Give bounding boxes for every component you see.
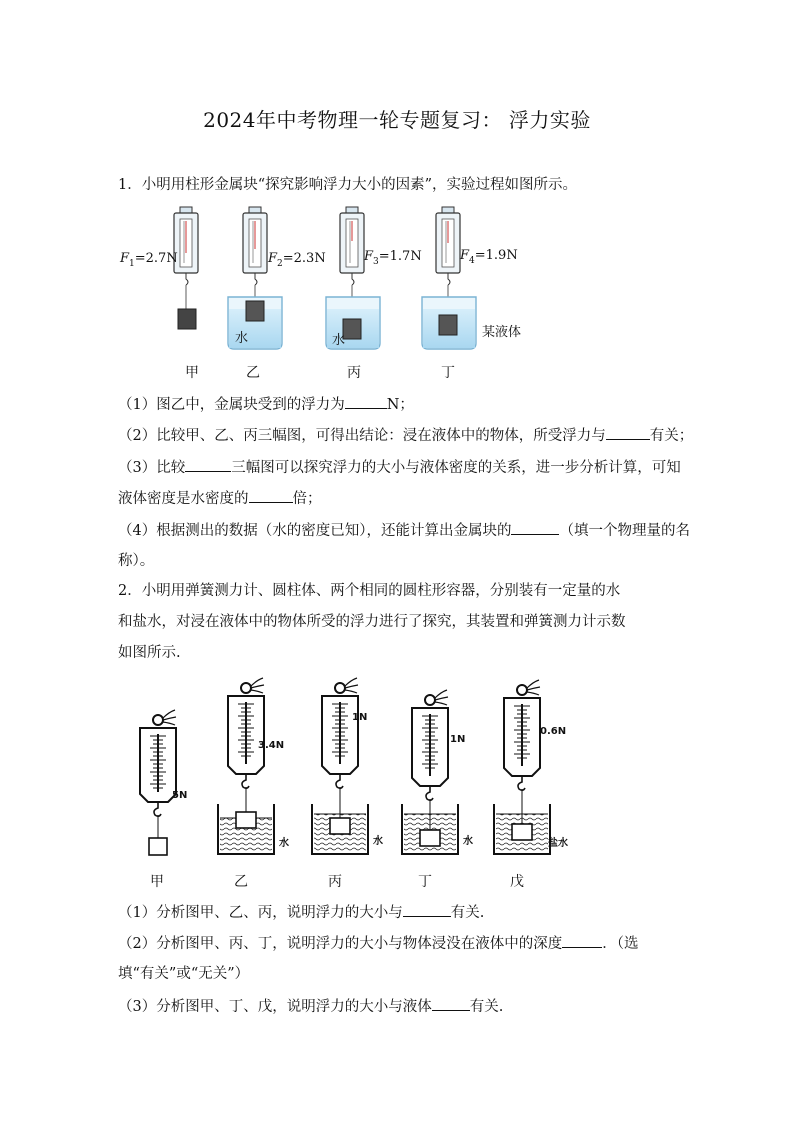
caption2-bing: 丙 [328, 874, 342, 890]
meter2-wu [494, 680, 550, 854]
caption-ding: 丁 [441, 365, 455, 381]
meter2-yi [218, 678, 274, 854]
liquid2-label-4: 盐水 [548, 838, 568, 849]
q2-part1: （1）分析图甲、乙、丙，说明浮力的大小与 有关. [118, 902, 688, 923]
q2-part2b: 填“有关”或“无关”） [118, 966, 250, 982]
meter-bing [326, 207, 380, 349]
q2-part3: （3）分析图甲、丁、戊，说明浮力的大小与液体 有关. [118, 996, 688, 1017]
liquid2-label-3: 水 [463, 836, 473, 847]
force-label-2: $F_2=2.3N$ [268, 251, 326, 269]
meter2-bing [312, 678, 368, 854]
reading-bing: 1N [352, 712, 368, 723]
liquid-label-2: 水 [332, 333, 346, 348]
q1-part4b: 称）。 [118, 553, 155, 569]
q2-figure [128, 676, 588, 896]
answer-blank[interactable] [432, 996, 470, 1011]
force-label-3: $F_3=1.7N$ [364, 249, 422, 267]
caption2-wu: 戊 [510, 874, 524, 890]
q2-stem-1: 2．小明用弹簧测力计、圆柱体、两个相同的圆柱形容器，分别装有一定量的水 [118, 583, 621, 599]
reading-wu: 0.6N [540, 726, 567, 737]
page-title: 2024年中考物理一轮专题复习： 浮力实验 [203, 108, 591, 132]
caption2-yi: 乙 [234, 874, 248, 890]
caption-yi: 乙 [246, 365, 260, 381]
caption2-jia: 甲 [150, 874, 164, 890]
liquid2-label-2: 水 [373, 836, 383, 847]
liquid-label-1: 水 [235, 331, 249, 346]
q1-part4a: （4）根据测出的数据（水的密度已知），还能计算出金属块的 （填一个物理量的名 [118, 520, 688, 541]
liquid-label-3: 某液体 [482, 325, 522, 340]
meter2-ding [402, 690, 458, 854]
q2-stem-2: 和盐水，对浸在液体中的物体所受的浮力进行了探究，其装置和弹簧测力计示数 [118, 614, 626, 630]
answer-blank[interactable] [249, 488, 293, 503]
reading-ding: 1N [450, 734, 466, 745]
answer-blank[interactable] [606, 425, 650, 440]
answer-blank[interactable] [345, 394, 387, 409]
meter-yi [228, 207, 282, 349]
answer-blank[interactable] [562, 933, 602, 948]
q1-figure [110, 205, 590, 385]
answer-blank[interactable] [511, 520, 559, 535]
caption-jia: 甲 [185, 365, 199, 381]
force-label-1: $F_1=2.7N$ [120, 251, 178, 269]
reading-jia: 5N [172, 790, 188, 801]
q1-stem: 1．小明用柱形金属块“探究影响浮力大小的因素”，实验过程如图所示。 [118, 177, 578, 193]
q2-part2a: （2）分析图甲、丙、丁，说明浮力的大小与物体浸没在液体中的深度 ．（选 [118, 933, 688, 954]
meter-jia [174, 207, 198, 329]
q1-part3b: 液体密度是水密度的 倍； [118, 488, 688, 509]
meter-ding [422, 207, 476, 349]
q1-part2: （2）比较甲、乙、丙三幅图，可得出结论：浸在液体中的物体，所受浮力与 有关； [118, 425, 688, 446]
caption2-ding: 丁 [418, 874, 432, 890]
reading-yi: 3.4N [258, 740, 285, 751]
q2-stem-3: 如图所示. [118, 645, 181, 661]
answer-blank[interactable] [403, 902, 451, 917]
force-label-4: $F_4=1.9N$ [460, 248, 518, 266]
liquid2-label-1: 水 [279, 838, 289, 849]
meter2-jia [140, 710, 176, 855]
answer-blank[interactable] [185, 457, 231, 472]
q1-part1: （1）图乙中，金属块受到的浮力为 N； [118, 394, 688, 415]
caption-bing: 丙 [347, 365, 361, 381]
q1-part3a: （3）比较 三幅图可以探究浮力的大小与液体密度的关系，进一步分析计算，可知 [118, 457, 688, 478]
